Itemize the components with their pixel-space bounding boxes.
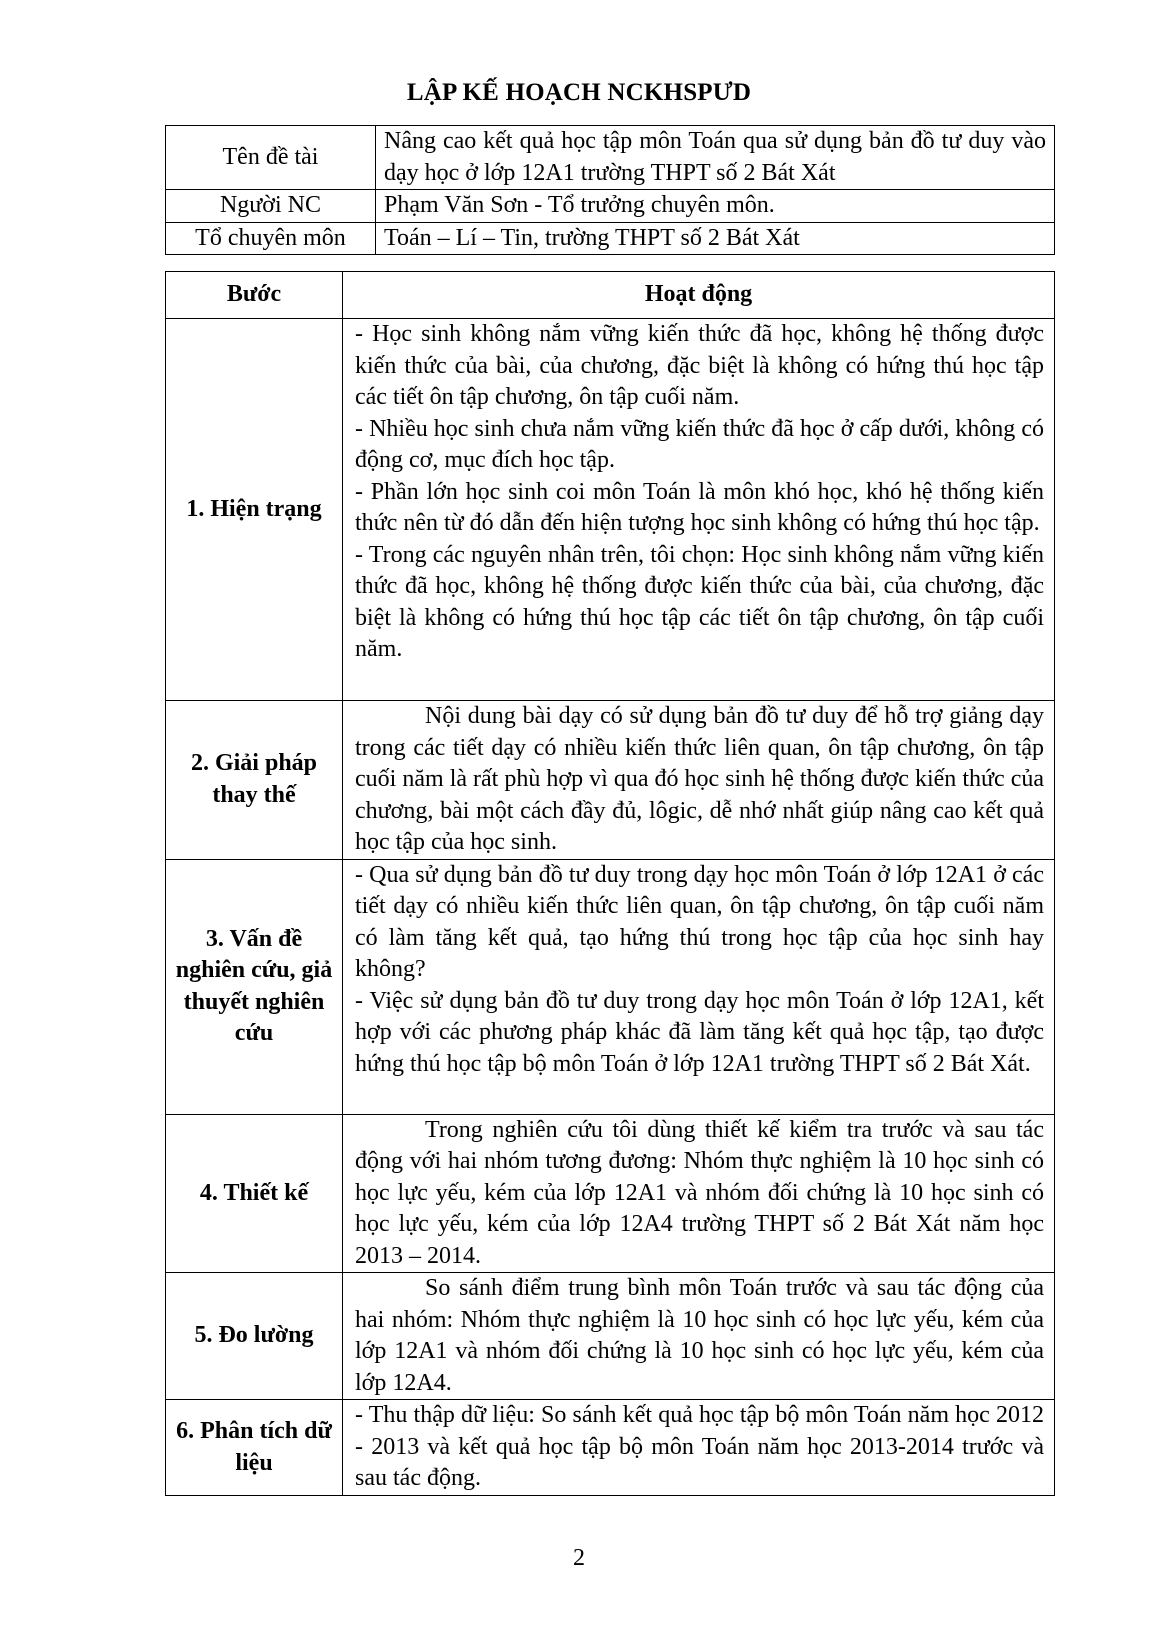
activity-paragraph: - Việc sử dụng bản đồ tư duy trong dạy học môn Toán ở lớp 12A1, kết hợp với các phương pháp khác đã làm tăng kết quả học tập, tạo được hứng thú học tập bộ môn Toán ở lớp 12A1 trường THPT số 2 Bát Xát. bbox=[355, 987, 1044, 1077]
activity-paragraph: - Phần lớn học sinh coi môn Toán là môn khó học, khó hệ thống kiến thức nên từ đó dẫn đến hiện tượng học sinh không có hứng thú học tập. bbox=[355, 478, 1044, 536]
activity-cell bbox=[343, 1273, 1055, 1400]
table-row bbox=[166, 1273, 1055, 1400]
table-row bbox=[166, 701, 1055, 860]
activity-cell bbox=[343, 1400, 1055, 1496]
info-label: Tên đề tài bbox=[166, 126, 376, 190]
info-row-topic bbox=[166, 126, 1055, 190]
info-row-department bbox=[166, 222, 1055, 255]
info-value: Nâng cao kết quả học tập môn Toán qua sử dụng bản đồ tư duy vào dạy học ở lớp 12A1 trường THPT số 2 Bát Xát bbox=[376, 126, 1055, 190]
table-row bbox=[166, 1400, 1055, 1496]
page-number: 2 bbox=[573, 1545, 585, 1571]
activity-paragraph: - Nhiều học sinh chưa nắm vững kiến thức đã học ở cấp dưới, không có động cơ, mục đích học tập. bbox=[355, 415, 1044, 473]
info-label: Người NC bbox=[166, 190, 376, 223]
activity-cell bbox=[343, 1114, 1055, 1273]
plan-table bbox=[165, 271, 1055, 1496]
step-label: 6. Phân tích dữ liệu bbox=[166, 1400, 343, 1496]
step-label: 2. Giải pháp thay thế bbox=[166, 701, 343, 860]
activity-paragraph: - Học sinh không nắm vững kiến thức đã học, không hệ thống được kiến thức của bài, của chương, đặc biệt là không có hứng thú học tập các tiết ôn tập chương, ôn tập cuối năm. bbox=[355, 321, 1044, 410]
table-row bbox=[166, 859, 1055, 1114]
info-value: Toán – Lí – Tin, trường THPT số 2 Bát Xát bbox=[376, 222, 1055, 255]
info-row-researcher bbox=[166, 190, 1055, 223]
header-activity: Hoạt động bbox=[343, 272, 1055, 319]
activity-paragraph: Trong nghiên cứu tôi dùng thiết kế kiểm tra trước và sau tác động với hai nhóm tương đương: Nhóm thực nghiệm là 10 học sinh có học lực yếu, kém của lớp 12A1 và nhóm đối chứng là 10 học sinh có học lực yếu, kém của lớp 12A4 trường THPT số 2 Bát Xát năm học 2013 – 2014. bbox=[355, 1116, 1044, 1269]
step-label: 3. Vấn đề nghiên cứu, giả thuyết nghiên cứu bbox=[166, 859, 343, 1114]
activity-paragraph: So sánh điểm trung bình môn Toán trước và sau tác động của hai nhóm: Nhóm thực nghiệm là 10 học sinh có học lực yếu, kém của lớp 12A1 và nhóm đối chứng là 10 học sinh có học lực yếu, kém của lớp 12A4. bbox=[355, 1275, 1044, 1396]
table-row bbox=[166, 1114, 1055, 1273]
table-header-row bbox=[166, 272, 1055, 319]
info-value: Phạm Văn Sơn - Tổ trưởng chuyên môn. bbox=[376, 190, 1055, 223]
activity-paragraph: - Thu thập dữ liệu: So sánh kết quả học tập bộ môn Toán năm học 2012 - 2013 và kết quả học tập bộ môn Toán năm học 2013-2014 trước và sau tác động. bbox=[355, 1402, 1044, 1491]
step-label: 1. Hiện trạng bbox=[166, 319, 343, 701]
step-label: 4. Thiết kế bbox=[166, 1114, 343, 1273]
table-row bbox=[166, 319, 1055, 701]
header-step: Bước bbox=[166, 272, 343, 319]
info-table bbox=[165, 125, 1055, 255]
activity-cell bbox=[343, 859, 1055, 1114]
activity-cell bbox=[343, 319, 1055, 701]
activity-cell bbox=[343, 701, 1055, 860]
step-label: 5. Đo lường bbox=[166, 1273, 343, 1400]
page-title: LẬP KẾ HOẠCH NCKHSPƯD bbox=[406, 79, 752, 106]
activity-paragraph: - Qua sử dụng bản đồ tư duy trong dạy học môn Toán ở lớp 12A1 ở các tiết dạy có nhiều kiến thức liên quan, ôn tập chương, ôn tập cuối năm có làm tăng kết quả, tạo hứng thú trong học tập của học sinh hay không? bbox=[355, 861, 1044, 982]
info-label: Tổ chuyên môn bbox=[166, 222, 376, 255]
activity-paragraph: Nội dung bài dạy có sử dụng bản đồ tư duy để hỗ trợ giảng dạy trong các tiết dạy có nhiều kiến thức liên quan, ôn tập chương, ôn tập cuối năm là rất phù hợp vì qua đó học sinh hệ thống được kiến thức của chương, bài một cách đầy đủ, lôgic, dễ nhớ nhất giúp nâng cao kết quả học tập của học sinh. bbox=[355, 703, 1044, 855]
activity-paragraph: - Trong các nguyên nhân trên, tôi chọn: Học sinh không nắm vững kiến thức đã học, không hệ thống được kiến thức của bài, của chương, đặc biệt là không có hứng thú học tập các tiết ôn tập chương, ôn tập cuối năm. bbox=[355, 541, 1044, 662]
